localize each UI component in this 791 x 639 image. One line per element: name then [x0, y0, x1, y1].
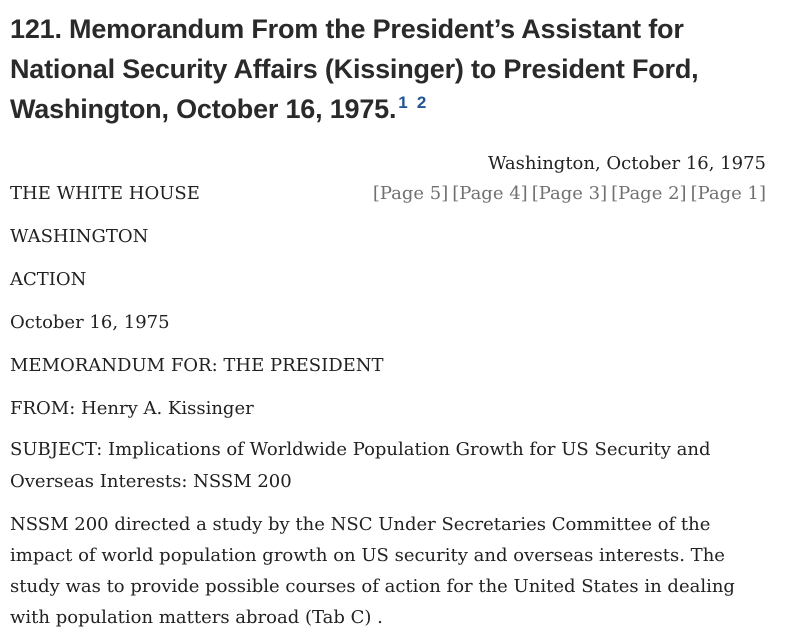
action-label: ACTION — [10, 269, 87, 290]
document-page — [10, 0, 766, 633]
page-references — [369, 181, 766, 207]
body-paragraph: NSSM 200 directed a study by the NSC Under Secretaries Committee of the impact of world population growth on US security and overseas interests. The study was to provide possible courses of action for the United States in dealing with population matters abroad (Tab C) . — [10, 514, 735, 628]
page-ref-2[interactable]: [Page 2] — [611, 183, 687, 204]
page-ref-5[interactable]: [Page 5] — [372, 183, 449, 204]
page-ref-4[interactable]: [Page 4] — [452, 183, 528, 204]
memo-date: October 16, 1975 — [10, 312, 170, 333]
footnote-link-1[interactable]: 1 — [398, 93, 408, 112]
memo-sender: FROM: Henry A. Kissinger — [10, 398, 254, 419]
title-text: 121. Memorandum From the President’s Assistant for National Security Affairs (Kissinger) to President Ford, Washington, October 16, 1975. — [10, 14, 699, 124]
memo-recipient: MEMORANDUM FOR: THE PRESIDENT — [10, 355, 384, 376]
letterhead-row — [10, 181, 766, 207]
dateline: Washington, October 16, 1975 — [487, 153, 766, 174]
letterhead-washington: WASHINGTON — [10, 226, 149, 247]
page-ref-1[interactable]: [Page 1] — [690, 183, 766, 204]
memo-subject: SUBJECT: Implications of Worldwide Population Growth for US Security and Overseas Interests: NSSM 200 — [10, 439, 711, 492]
letterhead-white-house: THE WHITE HOUSE — [10, 183, 200, 204]
document-title — [10, 9, 766, 129]
page-ref-3[interactable]: [Page 3] — [531, 183, 608, 204]
footnote-link-2[interactable]: 2 — [416, 93, 427, 112]
